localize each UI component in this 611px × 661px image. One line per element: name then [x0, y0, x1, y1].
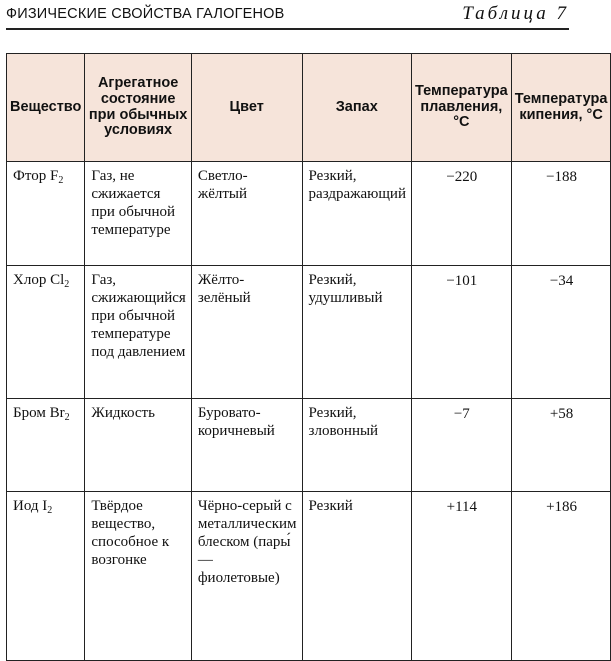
substance-cell [7, 266, 85, 399]
substance-name: Фтор F [13, 168, 59, 184]
table-number: Таблица 7 [462, 3, 569, 24]
melting-point-cell: −101 [411, 266, 511, 399]
substance-name: Бром Br [13, 405, 65, 421]
table-header [7, 54, 611, 162]
melting-point-cell: −220 [411, 162, 511, 266]
subscript: 2 [47, 505, 53, 516]
column-header-color: Цвет [191, 54, 302, 162]
table-row [7, 399, 611, 492]
substance-name: Хлор Cl [13, 272, 65, 288]
smell-cell: Резкий, удушливый [302, 266, 411, 399]
melting-point-cell: −7 [411, 399, 511, 492]
substance-name: Иод I [13, 498, 48, 514]
boiling-point-cell: +58 [511, 399, 611, 492]
table-row [7, 266, 611, 399]
substance-cell [7, 399, 85, 492]
substance-cell [7, 492, 85, 661]
subscript: 2 [58, 175, 64, 186]
color-cell: Чёрно-серый с металлическим блеском (пары́ — фиолетовые) [191, 492, 302, 661]
boiling-point-cell: −188 [511, 162, 611, 266]
table-row [7, 162, 611, 266]
color-cell: Светло-жёлтый [191, 162, 302, 266]
substance-cell [7, 162, 85, 266]
column-header-melting-point: Температура плавления, °С [411, 54, 511, 162]
color-cell: Жёлто-зелёный [191, 266, 302, 399]
smell-cell: Резкий [302, 492, 411, 661]
state-cell: Газ, не сжижается при обычной температуре [85, 162, 191, 266]
state-cell: Газ, сжижающийся при обычной температуре под давлением [85, 266, 191, 399]
halogen-properties-table [6, 53, 611, 661]
state-cell: Твёрдое вещество, способное к возгонке [85, 492, 191, 661]
table-body [7, 162, 611, 661]
page-header [6, 2, 569, 30]
column-header-smell: Запах [302, 54, 411, 162]
column-header-boiling-point: Температура кипения, °С [511, 54, 611, 162]
column-header-substance: Вещество [7, 54, 85, 162]
page-title: ФИЗИЧЕСКИЕ СВОЙСТВА ГАЛОГЕНОВ [6, 6, 285, 22]
state-cell: Жидкость [85, 399, 191, 492]
smell-cell: Резкий, зловонный [302, 399, 411, 492]
column-header-state: Агрегатное состояние при обычных условиях [85, 54, 191, 162]
color-cell: Буровато-коричневый [191, 399, 302, 492]
smell-cell: Резкий, раздражающий [302, 162, 411, 266]
boiling-point-cell: +186 [511, 492, 611, 661]
header-row [7, 54, 611, 162]
melting-point-cell: +114 [411, 492, 511, 661]
table-row [7, 492, 611, 661]
boiling-point-cell: −34 [511, 266, 611, 399]
subscript: 2 [64, 412, 70, 423]
subscript: 2 [64, 279, 70, 290]
